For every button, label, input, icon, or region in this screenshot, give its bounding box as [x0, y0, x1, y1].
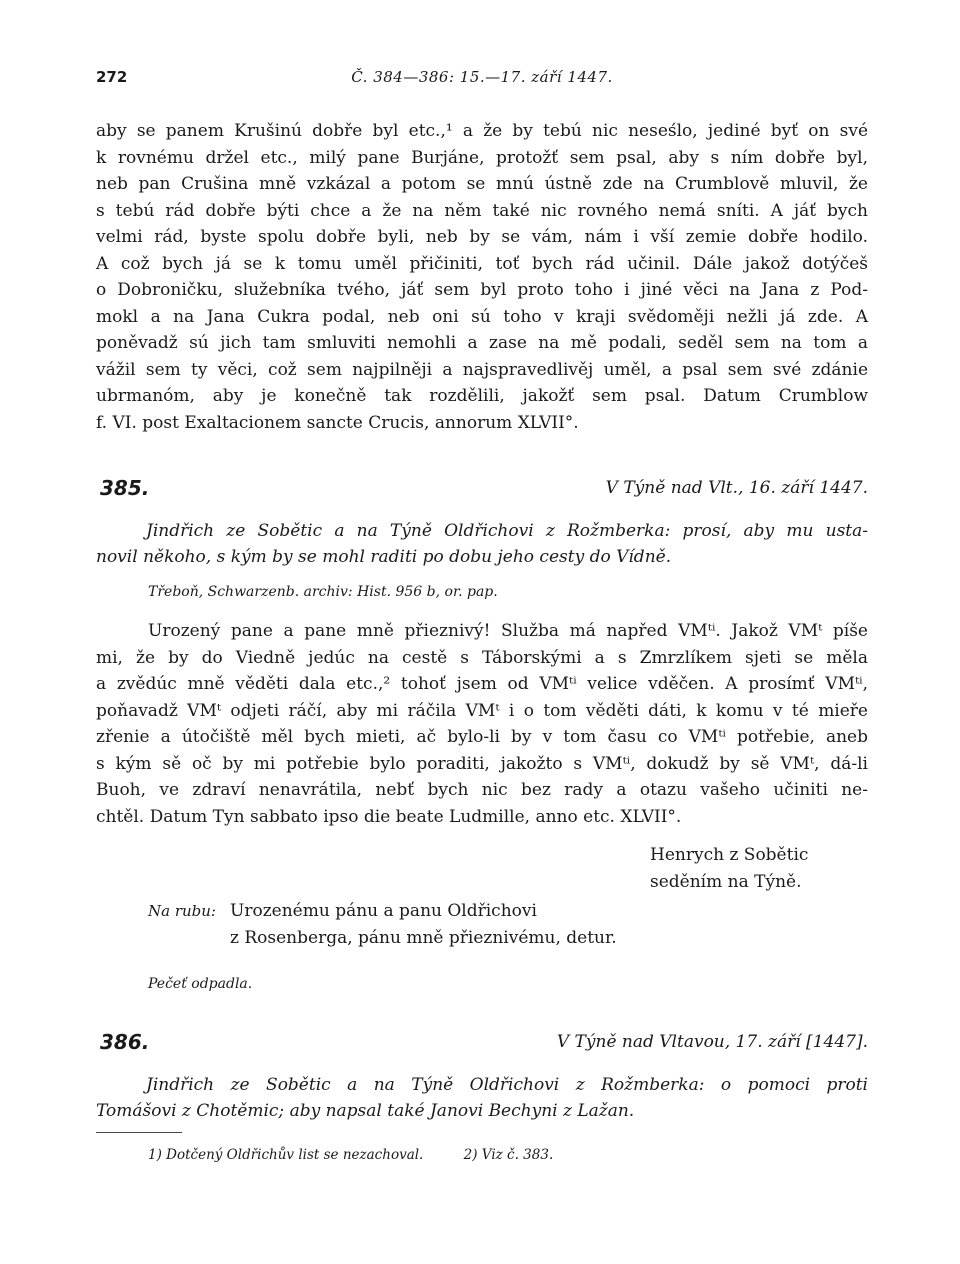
regest-line: Jindřich ze Sobětic a na Týně Oldřichovi z Rožmberka: prosí, aby mu usta- — [146, 521, 868, 541]
doc-385-regest — [96, 518, 868, 570]
doc-place-date: V Týně nad Vlt., 16. září 1447. — [605, 478, 868, 498]
text-line: s tebú rád dobře býti chce a že na něm také nic rovného nemá sníti. A jáť bych — [96, 200, 868, 221]
doc-385-verso — [96, 898, 868, 952]
doc-385-signature — [96, 842, 868, 894]
doc-385-source: Třeboň, Schwarzenb. archiv: Hist. 956 b, or. pap. — [148, 584, 498, 600]
footnote-1: 1) Dotčený Oldřichův list se nezachoval. — [148, 1147, 424, 1163]
signature-line: seděním na Týně. — [650, 872, 802, 892]
text-line: Urozený pane a pane mně přieznivý! Služba má napřed VMᵗⁱ. Jakož VMᵗ píše — [148, 621, 868, 641]
regest-line: Tomášovi z Chotěmic; aby napsal také Janovi Bechyni z Lažan. — [96, 1101, 635, 1121]
doc-place-date: V Týně nad Vltavou, 17. září [1447]. — [556, 1032, 868, 1052]
text-line: mi, že by do Viedně jedúc na cestě s Táborskými a s Zmrzlíkem sjeti se měla — [96, 647, 868, 668]
text-line: s kým sě oč by mi potřebie bylo poraditi, jakožto s VMᵗⁱ, dokudž by sě VMᵗ, dá-li — [96, 753, 868, 774]
text-line: A což bych já se k tomu uměl přičiniti, toť bych rád učinil. Dále jakož dotýčeš — [96, 253, 868, 274]
doc-385-seal-note: Pečeť odpadla. — [148, 976, 253, 992]
doc-number: 385. — [100, 476, 150, 500]
text-line: ubrmanóm, aby je konečně tak rozdělili, jakožť sem psal. Datum Crumblow — [96, 386, 868, 406]
text-line: neb pan Crušina mně vzkázal a potom se mnú ústně zde na Crumblově mluvil, že — [96, 174, 868, 194]
text-line: k rovnému držel etc., milý pane Burjáne, protožť sem psal, aby s ním dobře byl, — [96, 147, 868, 168]
text-line: vážil sem ty věci, což sem najpilněji a najspravedlivěj uměl, a psal sem své zdánie — [96, 359, 868, 380]
footnote-rule — [96, 1132, 182, 1133]
signature-line: Henrych z Sobětic — [650, 845, 809, 865]
doc-number: 386. — [100, 1030, 150, 1054]
text-line: velmi rád, byste spolu dobře byli, neb by se vám, nám i vší zemie dobře hodilo. — [96, 227, 868, 247]
running-header — [96, 68, 868, 92]
text-line: poněvadž sú jich tam smluviti nemohli a zase na mě podali, seděl sem na tom a — [96, 333, 868, 353]
doc-385-text — [96, 618, 868, 830]
footnotes — [96, 1147, 868, 1163]
doc-384-text — [96, 118, 868, 436]
page-number: 272 — [96, 68, 128, 86]
text-line: f. VI. post Exaltacionem sancte Crucis, annorum XLVII°. — [96, 412, 579, 433]
text-line: aby se panem Krušinú dobře byl etc.,¹ a že by tebú nic neseślo, jediné byť on své — [96, 121, 868, 141]
footnote-2: 2) Viz č. 383. — [463, 1147, 554, 1163]
text-line: a zvědúc mně věděti dala etc.,² tohoť jsem od VMᵗⁱ velice vděčen. A prosímť VMᵗⁱ, — [96, 674, 868, 694]
text-line: mokl a na Jana Cukra podal, neb oni sú toho v kraji svědoměji nežli já zde. A — [96, 306, 868, 327]
verso-line: z Rosenberga, pánu mně přieznivému, detur. — [230, 928, 617, 948]
text-line: poňavadž VMᵗ odjeti ráčí, aby mi ráčila VMᵗ i o tom věděti dáti, k komu v té mieře — [96, 700, 868, 721]
verso-line: Urozenému pánu a panu Oldřichovi — [230, 901, 537, 921]
text-line: Buoh, ve zdraví nenavrátila, nebť bych nic bez rady a otazu vašeho učiniti ne- — [96, 780, 868, 800]
text-line: chtěl. Datum Tyn sabbato ipso die beate Ludmille, anno etc. XLVII°. — [96, 806, 682, 827]
regest-line: Jindřich ze Sobětic a na Týně Oldřichovi z Rožmberka: o pomoci proti — [146, 1075, 868, 1095]
text-line: zřenie a útočiště měl bych mieti, ač bylo-li by v tom času co VMᵗⁱ potřebie, aneb — [96, 727, 868, 747]
verso-label: Na rubu: — [148, 902, 216, 920]
page — [96, 68, 868, 1163]
doc-386-heading — [96, 1030, 868, 1058]
doc-386-regest — [96, 1072, 868, 1124]
text-line: o Dobroničku, služebníka tvého, jáť sem byl proto toho i jiné věci na Jana z Pod- — [96, 280, 868, 300]
doc-385-heading — [96, 476, 868, 504]
running-title: Č. 384—386: 15.—17. září 1447. — [351, 68, 613, 86]
regest-line: novil někoho, s kým by se mohl raditi po dobu jeho cesty do Vídně. — [96, 547, 672, 567]
